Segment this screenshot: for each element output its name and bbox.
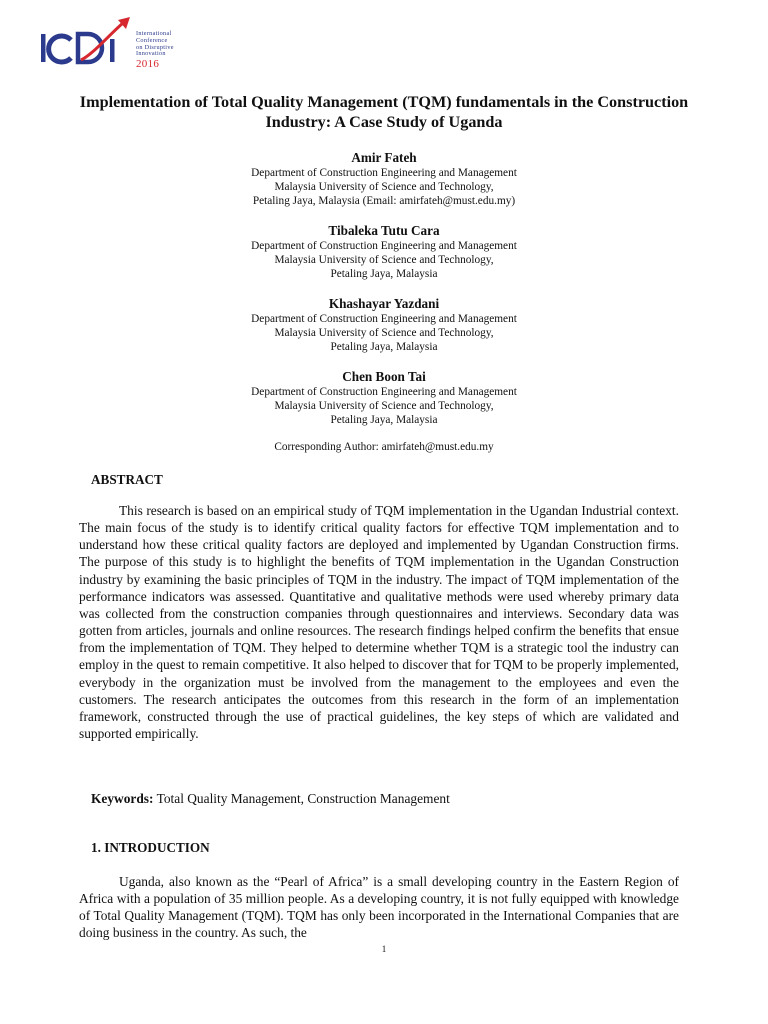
keywords-text: Total Quality Management, Construction Management bbox=[156, 791, 450, 806]
logo-line: International bbox=[136, 30, 172, 37]
author-affiliation-line: Department of Construction Engineering and Management bbox=[251, 167, 517, 179]
corresponding-author: Corresponding Author: amirfateh@must.edu.my bbox=[274, 441, 494, 453]
conference-logo bbox=[38, 14, 208, 72]
logo-year: 2016 bbox=[136, 58, 160, 71]
author-block bbox=[100, 223, 668, 281]
author-affiliation-line: Petaling Jaya, Malaysia bbox=[330, 267, 438, 280]
author-name: Amir Fateh bbox=[351, 150, 417, 165]
paper-title: Implementation of Total Quality Management (TQM) fundamentals in the Construction Industry: A Case Study of Uganda bbox=[79, 93, 689, 131]
author-affiliation-line: Department of Construction Engineering and Management bbox=[251, 313, 517, 325]
author-affiliation-line: Petaling Jaya, Malaysia bbox=[330, 340, 438, 353]
logo-line: on Disruptive bbox=[136, 43, 174, 51]
page-number: 1 bbox=[381, 944, 387, 954]
logo-wordmark bbox=[136, 31, 174, 70]
icdi-logo-mark bbox=[38, 14, 138, 72]
author-name: Tibaleka Tutu Cara bbox=[328, 223, 440, 238]
author-affiliation-line: Department of Construction Engineering and Management bbox=[251, 240, 517, 252]
author-affiliation-line: Department of Construction Engineering and Management bbox=[251, 386, 517, 398]
introduction-text: Uganda, also known as the “Pearl of Africa” is a small developing country in the Eastern Region of Africa with a population of 35 million people. As a developing country, it is not fully equipped with knowledge of Total Quality Management (TQM). TQM has only been incorporated in the International Companies that are doing business in the country. As such, the bbox=[79, 874, 679, 941]
author-affiliation-line: Malaysia University of Science and Technology, bbox=[274, 399, 494, 412]
author-affiliation-line: Petaling Jaya, Malaysia (Email: amirfateh@must.edu.my) bbox=[252, 194, 516, 207]
author-affiliation-line: Malaysia University of Science and Technology, bbox=[274, 253, 494, 266]
logo-line: Conference bbox=[136, 36, 168, 44]
author-affiliation-line: Malaysia University of Science and Technology, bbox=[274, 180, 494, 193]
author-name: Chen Boon Tai bbox=[342, 369, 426, 384]
author-block bbox=[100, 369, 668, 427]
logo-line: Innovation bbox=[136, 50, 166, 58]
author-affiliation-line: Petaling Jaya, Malaysia bbox=[330, 413, 438, 426]
abstract-heading: ABSTRACT bbox=[91, 472, 163, 487]
section-heading: 1. INTRODUCTION bbox=[91, 840, 210, 855]
keywords-label: Keywords: bbox=[91, 791, 154, 806]
abstract-text: This research is based on an empirical study of TQM implementation in the Ugandan Industrial context. The main focus of the study is to identify critical quality factors for effective TQM implementation and to understand how these critical quality factors are deployed and implemented by Ugandan Construction firms. The purpose of this study is to highlight the benefits of TQM implementation in the Ugandan Construction industry by examining the basic principles of TQM in the industry. The impact of TQM implementation of the performance indicators was assessed. Quantitative and qualitative methods were used whereby primary data was collected from the construction companies through questionnaires and interviews. Secondary data was gotten from articles, journals and online resources. The research findings helped confirm the benefits that ensue from the implementation of TQM. They helped to determine whether TQM is a strategic tool the industry can employ in the quest to remain competitive. It also helped to discover that for TQM to be properly implemented, everybody in the organization must be involved from the management to the employees and even the customers. The research anticipates the outcomes from this research in the form of an implementation framework, constructed through the use of practical guidelines, the key steps of which are validated and supported empirically. bbox=[79, 503, 679, 742]
keywords-line bbox=[91, 791, 450, 807]
author-affiliation-line: Malaysia University of Science and Technology, bbox=[274, 326, 494, 339]
author-block bbox=[100, 150, 668, 208]
author-name: Khashayar Yazdani bbox=[328, 296, 440, 311]
author-block bbox=[100, 296, 668, 354]
